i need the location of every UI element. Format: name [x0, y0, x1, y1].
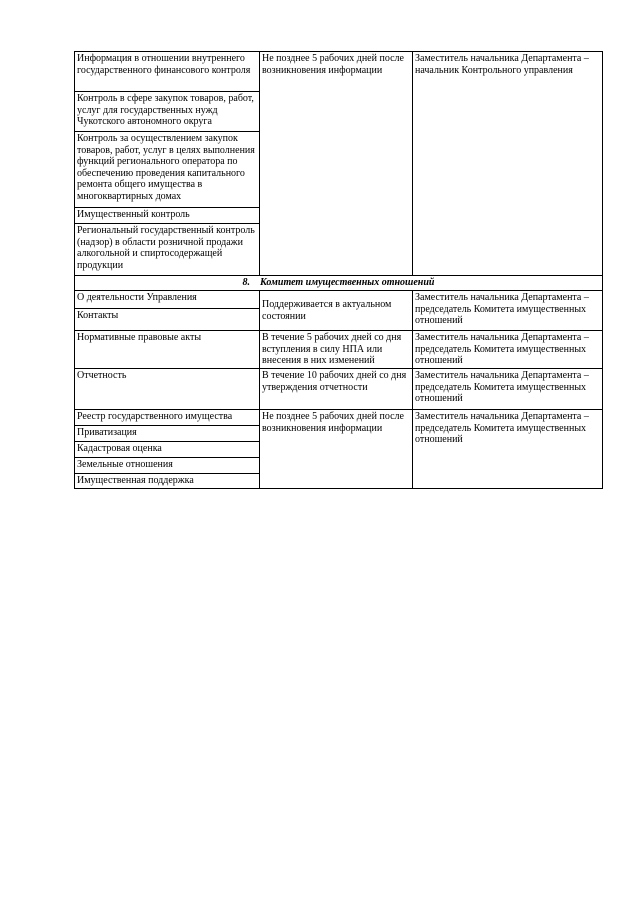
table-cell-responsible: Заместитель начальника Департамента – председатель Комитета имущественных отношений — [413, 410, 603, 489]
table-cell-item: О деятельности Управления — [75, 291, 260, 309]
section-heading — [75, 276, 603, 291]
section-row — [75, 276, 603, 291]
table-cell-item: Имущественный контроль — [75, 208, 260, 224]
table-row — [75, 291, 603, 309]
section-title: Комитет имущественных отношений — [260, 277, 435, 288]
table-row — [75, 52, 603, 92]
table-cell-item: Реестр государственного имущества — [75, 410, 260, 426]
table-cell-item: Контроль в сфере закупок товаров, работ, услуг для государственных нужд Чукотского автономного округа — [75, 92, 260, 132]
table-cell-item: Земельные отношения — [75, 458, 260, 474]
table-cell-item: Региональный государственный контроль (надзор) в области розничной продажи алкогольной и спиртосодержащей продукции — [75, 224, 260, 276]
table-row — [75, 331, 603, 369]
table-cell-term: Не позднее 5 рабочих дней после возникновения информации — [260, 52, 413, 276]
table-cell-responsible: Заместитель начальника Департамента – председатель Комитета имущественных отношений — [413, 331, 603, 369]
table-cell-item: Контроль за осуществлением закупок товаров, работ, услуг в целях выполнения функций регионального оператора по обеспечению проведения капитального ремонта общего имущества в многоквартирных домах — [75, 132, 260, 208]
table-cell-item: Имущественная поддержка — [75, 474, 260, 489]
table-cell-item: Контакты — [75, 309, 260, 331]
table-cell-responsible: Заместитель начальника Департамента – председатель Комитета имущественных отношений — [413, 369, 603, 410]
table-cell-term: В течение 5 рабочих дней со дня вступления в силу НПА или внесения в них изменений — [260, 331, 413, 369]
table-cell-item: Нормативные правовые акты — [75, 331, 260, 369]
table-cell-term: В течение 10 рабочих дней со дня утверждения отчетности — [260, 369, 413, 410]
table-cell-item: Приватизация — [75, 426, 260, 442]
table-row — [75, 410, 603, 426]
table-cell-responsible: Заместитель начальника Департамента – начальник Контрольного управления — [413, 52, 603, 276]
table-cell-term: Поддерживается в актуальном состоянии — [260, 291, 413, 331]
table-cell-item: Информация в отношении внутреннего государственного финансового контроля — [75, 52, 260, 92]
table-cell-responsible: Заместитель начальника Департамента – председатель Комитета имущественных отношений — [413, 291, 603, 331]
section-number: 8. — [242, 277, 251, 288]
table-cell-item: Отчетность — [75, 369, 260, 410]
info-table — [74, 51, 603, 489]
table-cell-term: Не позднее 5 рабочих дней после возникновения информации — [260, 410, 413, 489]
table-cell-item: Кадастровая оценка — [75, 442, 260, 458]
table-row — [75, 369, 603, 410]
